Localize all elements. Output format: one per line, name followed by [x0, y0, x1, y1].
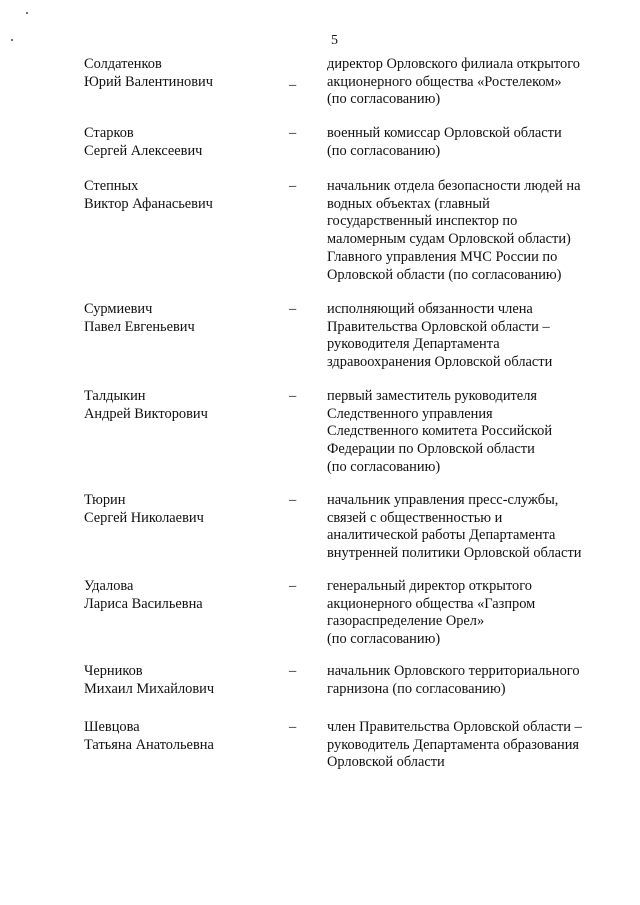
position-line: руководителя Департамента [327, 336, 500, 353]
member-name [84, 663, 284, 698]
member-surname: Тюрин [84, 492, 126, 508]
separator-dash: – [289, 719, 297, 735]
member-position [327, 388, 612, 477]
member-name [84, 388, 284, 423]
member-position [327, 178, 612, 284]
member-given-name: Андрей Викторович [84, 405, 208, 422]
position-line: начальник управления пресс-службы, [327, 492, 559, 508]
member-surname: Шевцова [84, 719, 140, 735]
position-line: здравоохранения Орловской области [327, 354, 553, 371]
position-line: маломерным судам Орловской области) [327, 231, 571, 248]
member-surname: Солдатенков [84, 56, 162, 72]
position-line: Федерации по Орловской области [327, 441, 535, 458]
separator-dash: – [289, 77, 297, 93]
member-name [84, 578, 284, 613]
separator-dash: – [289, 663, 297, 679]
position-line: член Правительства Орловской области – [327, 719, 582, 735]
member-name [84, 125, 284, 160]
member-name [84, 178, 284, 213]
member-given-name: Юрий Валентинович [84, 73, 213, 90]
position-line: (по согласованию) [327, 142, 441, 159]
member-given-name: Сергей Алексеевич [84, 142, 203, 159]
position-line: Орловской области [327, 754, 445, 771]
position-line: генеральный директор открытого [327, 578, 532, 594]
position-line: связей с общественностью и [327, 509, 503, 526]
position-line: Правительства Орловской области – [327, 318, 550, 335]
member-given-name: Павел Евгеньевич [84, 318, 195, 335]
position-line: водных объектах (главный [327, 195, 490, 212]
separator-dash: – [289, 125, 297, 141]
member-given-name: Татьяна Анатольевна [84, 736, 214, 753]
position-line: военный комиссар Орловской области [327, 125, 562, 141]
member-position [327, 125, 612, 160]
member-surname: Черников [84, 663, 143, 679]
member-given-name: Виктор Афанасьевич [84, 195, 213, 212]
position-line: внутренней политики Орловской области [327, 545, 582, 562]
separator-dash: – [289, 388, 297, 404]
scan-speck [26, 12, 28, 14]
position-line: первый заместитель руководителя [327, 388, 537, 404]
member-surname: Удалова [84, 578, 134, 594]
position-line: Следственного комитета Российской [327, 423, 553, 440]
position-line: гарнизона (по согласованию) [327, 680, 506, 697]
member-name [84, 492, 284, 527]
member-given-name: Михаил Михайлович [84, 680, 215, 697]
position-line: (по согласованию) [327, 91, 441, 108]
member-name [84, 56, 284, 91]
member-surname: Степных [84, 178, 139, 194]
position-line: акционерного общества «Ростелеком» [327, 73, 562, 90]
position-line: начальник Орловского территориального [327, 663, 580, 679]
member-given-name: Лариса Васильевна [84, 595, 203, 612]
member-position [327, 492, 612, 563]
position-line: (по согласованию) [327, 631, 441, 648]
page-number: 5 [331, 33, 338, 48]
position-line: директор Орловского филиала открытого [327, 56, 580, 72]
member-surname: Старков [84, 125, 134, 141]
position-line: акционерного общества «Газпром [327, 595, 536, 612]
member-position [327, 578, 612, 649]
member-surname: Талдыкин [84, 388, 146, 404]
position-line: начальник отдела безопасности людей на [327, 178, 581, 194]
position-line: руководитель Департамента образования [327, 736, 580, 753]
position-line: Следственного управления [327, 405, 493, 422]
position-line: исполняющий обязанности члена [327, 301, 533, 317]
member-name [84, 719, 284, 754]
separator-dash: – [289, 178, 297, 194]
member-position [327, 301, 612, 372]
member-position [327, 663, 612, 698]
separator-dash: – [289, 578, 297, 594]
position-line: Главного управления МЧС России по [327, 248, 558, 265]
member-surname: Сурмиевич [84, 301, 153, 317]
position-line: аналитической работы Департамента [327, 527, 556, 544]
member-position [327, 56, 612, 109]
member-name [84, 301, 284, 336]
position-line: газораспределение Орел» [327, 613, 485, 630]
position-line: (по согласованию) [327, 458, 441, 475]
separator-dash: – [289, 492, 297, 508]
position-line: Орловской области (по согласованию) [327, 266, 562, 283]
separator-dash: – [289, 301, 297, 317]
position-line: государственный инспектор по [327, 213, 518, 230]
scan-speck [11, 39, 13, 41]
member-position [327, 719, 612, 772]
member-given-name: Сергей Николаевич [84, 509, 204, 526]
